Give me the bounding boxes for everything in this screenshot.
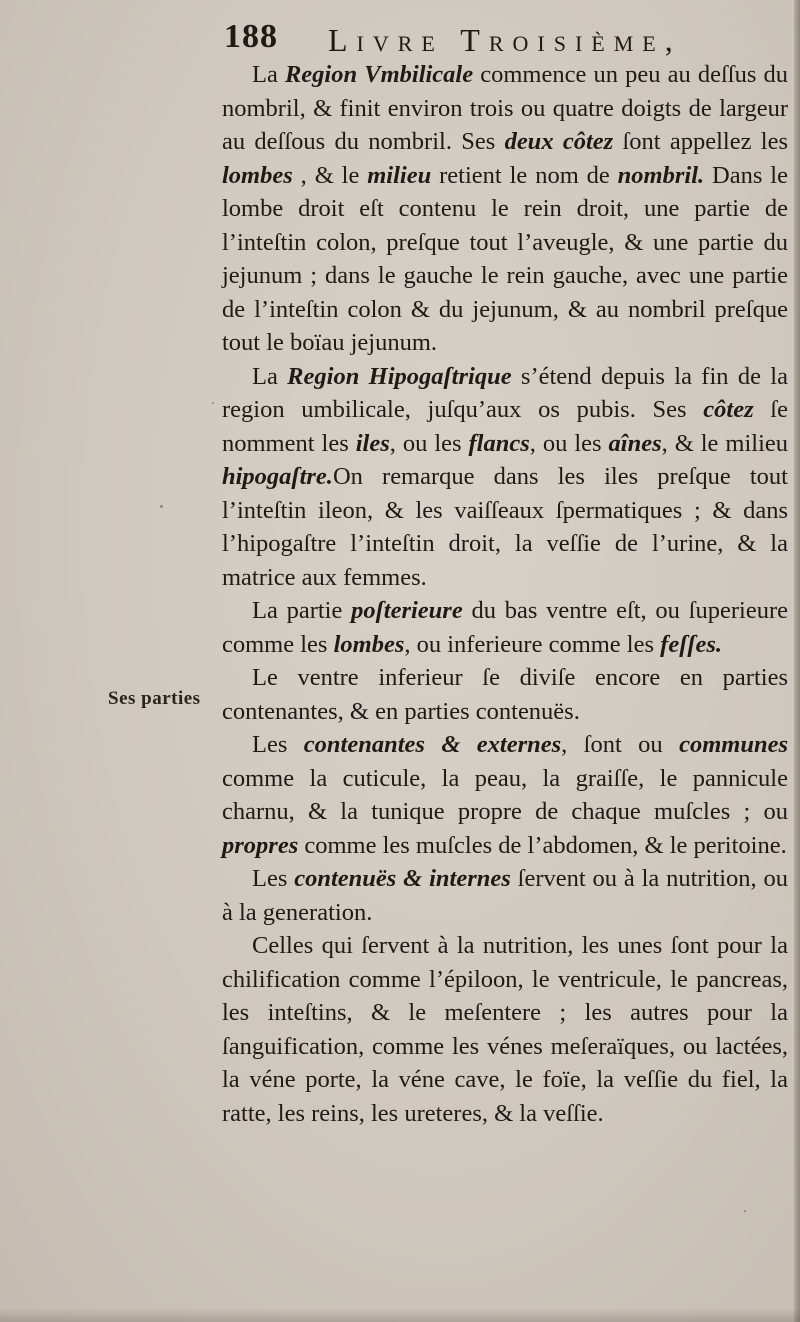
italic-term: hipogaſtre.	[222, 463, 333, 490]
page-bottom-shadow	[0, 1308, 800, 1322]
text-run: La partie	[252, 597, 352, 624]
italic-term: côtez	[703, 396, 754, 423]
text-run: Le ventre inferieur ſe diviſe encore en parties contenantes, & en parties contenuës.	[222, 664, 788, 725]
italic-term: poſterieure	[351, 597, 463, 624]
text-run: ſervent ou à la nutrition, ou à la generation.	[222, 865, 788, 926]
text-run: Les	[252, 731, 304, 758]
text-run: Les	[252, 865, 295, 892]
text-run: , & le	[292, 161, 368, 189]
text-run: ſont appellez les	[613, 128, 788, 155]
page-number: 188	[224, 18, 278, 55]
italic-term: lombes	[222, 161, 293, 189]
text-run: s’étend depuis la fin de la region umbilicale, juſqu’aux os pubis. Ses	[222, 362, 788, 423]
italic-term: contenuës & internes	[294, 865, 511, 892]
text-run: ſe nomment les	[222, 396, 788, 457]
text-run: , ſont ou	[561, 731, 680, 758]
italic-term: deux côtez	[504, 128, 614, 155]
italic-term: aînes	[608, 429, 662, 457]
italic-term: flancs	[468, 429, 530, 457]
italic-term: iles	[355, 429, 390, 457]
italic-term: milieu	[367, 161, 432, 189]
text-run: La	[252, 61, 285, 88]
text-run: Dans le lombe droit eſt contenu le rein droit, une partie de l’inteſtin colon, preſque tout l’aveugle, & une partie du jejunum ; dans le gauche le rein gauche, avec une partie de l’inteſtin colon & du jejunum, & au nombril preſque tout le boïau jejunum.	[222, 161, 788, 356]
text-run: , ou les	[389, 429, 469, 457]
paragraph-contenantes	[222, 728, 788, 862]
paragraph-division-ventre	[222, 661, 788, 728]
paragraph-contenues	[222, 862, 788, 929]
running-title: Livre Troisième,	[328, 22, 682, 58]
text-run: , & le milieu	[661, 429, 789, 457]
italic-term: Region Hipogaſtrique	[287, 362, 512, 390]
text-run: retient le nom de	[431, 161, 618, 189]
paragraph-region-umbilicale	[222, 58, 788, 360]
paper-speck	[160, 505, 163, 508]
italic-term: contenantes & externes	[303, 731, 562, 758]
italic-term: nombril.	[617, 161, 705, 189]
text-run: , ou les	[529, 429, 609, 457]
paragraph-nutrition	[222, 929, 788, 1130]
italic-term: communes	[679, 731, 788, 758]
paragraph-region-hipogastrique	[222, 360, 788, 595]
italic-term: lombes	[333, 630, 405, 658]
italic-term: feſſes.	[660, 630, 723, 658]
paper-speck	[212, 402, 214, 404]
text-run: comme les muſcles de l’abdomen, & le peritoine.	[298, 831, 787, 859]
text-run: du bas ventre eſt, ou ſuperieure comme les	[222, 597, 788, 658]
body-text	[222, 58, 788, 1130]
text-run: commence un peu au deſſus du nombril, & finit environ trois ou quatre doigts de largeur au deſſous du nombril. Ses	[222, 61, 788, 155]
text-run: , ou inferieure comme les	[404, 630, 661, 658]
page-edge-shadow	[794, 0, 800, 1322]
paragraph-partie-posterieure	[222, 594, 788, 661]
text-run: Celles qui ſervent à la nutrition, les unes ſont pour la chilification comme l’épiloon, le ventricule, le pancreas, les inteſtins, & le meſentere ; les autres pour la ſanguification, comme les vénes meſeraïques, ou lactées, la véne porte, la véne cave, le foïe, la veſſie du fiel, la ratte, les reins, les ureteres, & la veſſie.	[222, 932, 788, 1127]
italic-term: propres	[222, 831, 299, 859]
paper-speck	[744, 1210, 746, 1212]
margin-note: Ses parties	[108, 688, 201, 709]
text-run: On remarque dans les iles preſque tout l’inteſtin ileon, & les vaiſſeaux ſpermatiques ; & dans l’hipogaſtre l’inteſtin droit, la veſſie de l’urine, & la matrice aux femmes.	[222, 463, 788, 591]
italic-term: Region Vmbilicale	[284, 61, 474, 88]
text-run: comme la cuticule, la peau, la graiſſe, le pannicule charnu, & la tunique propre de chaque muſcles ; ou	[222, 764, 788, 825]
text-run: La	[252, 362, 288, 390]
